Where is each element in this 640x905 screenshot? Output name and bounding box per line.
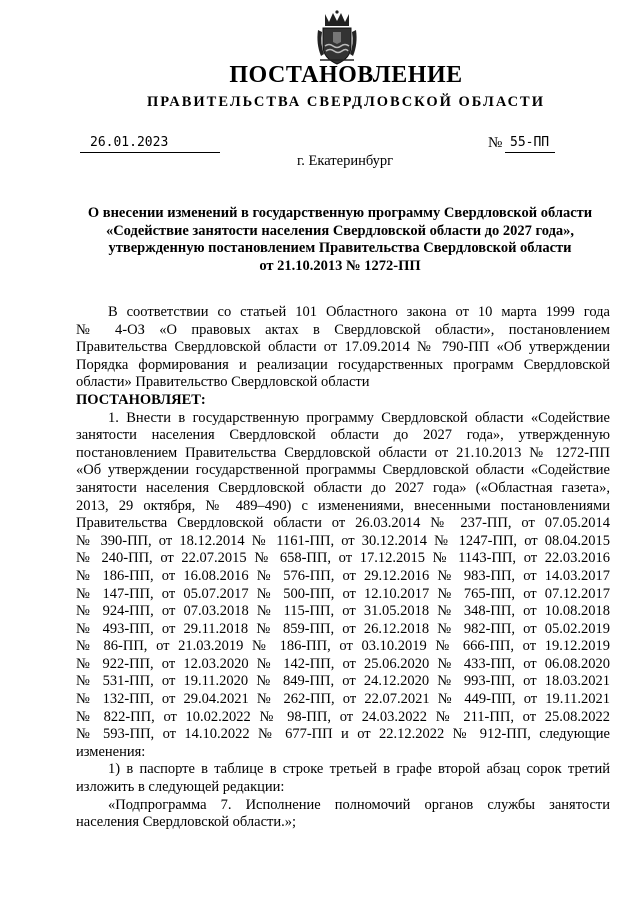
item1-line: № 132-ПП, от 29.04.2021 № 262-ПП, от 22.07.2021 № 449-ПП, от 19.11.2021 bbox=[76, 691, 610, 708]
coat-of-arms-icon bbox=[316, 10, 358, 66]
item1-line: № 493-ПП, от 29.11.2018 № 859-ПП, от 26.12.2018 № 982-ПП, от 05.02.2019 bbox=[76, 620, 610, 637]
document-date: 26.01.2023 bbox=[90, 135, 169, 150]
item1-line: № 186-ПП, от 16.08.2016 № 576-ПП, от 29.12.2016 № 983-ПП, от 14.03.2017 bbox=[76, 567, 610, 584]
document-subtitle: ПРАВИТЕЛЬСТВА СВЕРДЛОВСКОЙ ОБЛАСТИ bbox=[146, 94, 546, 110]
document-heading bbox=[70, 205, 610, 275]
heading-line: от 21.10.2013 № 1272-ПП bbox=[259, 257, 421, 274]
intro-line: В соответствии со статьей 101 Областного закона от 10 марта 1999 года bbox=[108, 304, 610, 320]
date-field bbox=[80, 134, 220, 153]
document-title: ПОСТАНОВЛЕНИЕ bbox=[229, 62, 463, 88]
number-field bbox=[505, 134, 555, 153]
intro-line: Правительства Свердловской области от 17.09.2014 № 790-ПП «Об утверждении bbox=[76, 339, 610, 356]
heading-line: «Содействие занятости населения Свердловской области до 2027 года», bbox=[105, 222, 575, 239]
number-label: № bbox=[488, 135, 503, 151]
item1-line: занятости населения Свердловской области до 2027 года», утвержденную bbox=[76, 427, 610, 444]
item1-line: № 147-ПП, от 05.07.2017 № 500-ПП, от 12.10.2017 № 765-ПП, от 07.12.2017 bbox=[76, 585, 610, 602]
intro-line: № 4-ОЗ «О правовых актах в Свердловской области», постановлением bbox=[76, 321, 610, 338]
item1-line: № 531-ПП, от 19.11.2020 № 849-ПП, от 24.12.2020 № 993-ПП, от 18.03.2021 bbox=[76, 673, 610, 690]
heading-line: О внесении изменений в государственную программу Свердловской области bbox=[87, 205, 593, 221]
item1-line: № 240-ПП, от 22.07.2015 № 658-ПП, от 17.12.2015 № 1143-ПП, от 22.03.2016 bbox=[76, 550, 610, 567]
quote-line: населения Свердловской области.»; bbox=[76, 814, 297, 831]
item1-line: № 86-ПП, от 21.03.2019 № 186-ПП, от 03.10.2019 № 666-ПП, от 19.12.2019 bbox=[76, 638, 610, 655]
subitem1-line: изложить в следующей редакции: bbox=[76, 779, 285, 796]
item1-line: № 593-ПП, от 14.10.2022 № 677-ПП и от 22.12.2022 № 912-ПП, следующие bbox=[76, 726, 610, 743]
item1-line: № 924-ПП, от 07.03.2018 № 115-ПП, от 31.05.2018 № 348-ПП, от 10.08.2018 bbox=[76, 603, 610, 620]
item1-line: 2013, 29 октября, № 489–490) с изменениями, внесенными постановлениями bbox=[76, 497, 610, 514]
city-label: г. Екатеринбург bbox=[297, 153, 394, 169]
item1-line: № 922-ПП, от 12.03.2020 № 142-ПП, от 25.06.2020 № 433-ПП, от 06.08.2020 bbox=[76, 655, 610, 672]
document-body bbox=[76, 304, 610, 832]
quote-line: «Подпрограмма 7. Исполнение полномочий органов службы занятости bbox=[108, 796, 610, 813]
item1-line: «Об утверждении государственной программы Свердловской области «Содействие bbox=[76, 462, 610, 479]
item1-line: № 822-ПП, от 10.02.2022 № 98-ПП, от 24.03.2022 № 211-ПП, от 25.08.2022 bbox=[76, 708, 610, 725]
item1-line: постановлением Правительства Свердловской области от 21.10.2013 № 1272-ПП bbox=[76, 444, 610, 461]
intro-line: области» Правительство Свердловской области bbox=[76, 374, 370, 391]
item1-line: изменения: bbox=[76, 743, 146, 760]
item1-line: № 390-ПП, от 18.12.2014 № 1161-ПП, от 30.12.2014 № 1247-ПП, от 08.04.2015 bbox=[76, 532, 610, 549]
item1-line: занятости населения Свердловской области до 2027 года» («Областная газета», bbox=[76, 479, 610, 496]
subitem1-line: 1) в паспорте в таблице в строке третьей в графе второй абзац сорок третий bbox=[108, 761, 610, 778]
item1-line: 1. Внести в государственную программу Свердловской области «Содействие bbox=[108, 409, 610, 426]
resolves-label: ПОСТАНОВЛЯЕТ: bbox=[76, 391, 206, 408]
intro-line: Порядка формирования и реализации государственных программ Свердловской bbox=[76, 356, 610, 373]
document-number: 55-ПП bbox=[510, 135, 550, 150]
item1-line: Правительства Свердловской области от 26.03.2014 № 237-ПП, от 07.05.2014 bbox=[76, 515, 610, 532]
heading-line: утвержденную постановлением Правительства Свердловской области bbox=[108, 240, 572, 256]
